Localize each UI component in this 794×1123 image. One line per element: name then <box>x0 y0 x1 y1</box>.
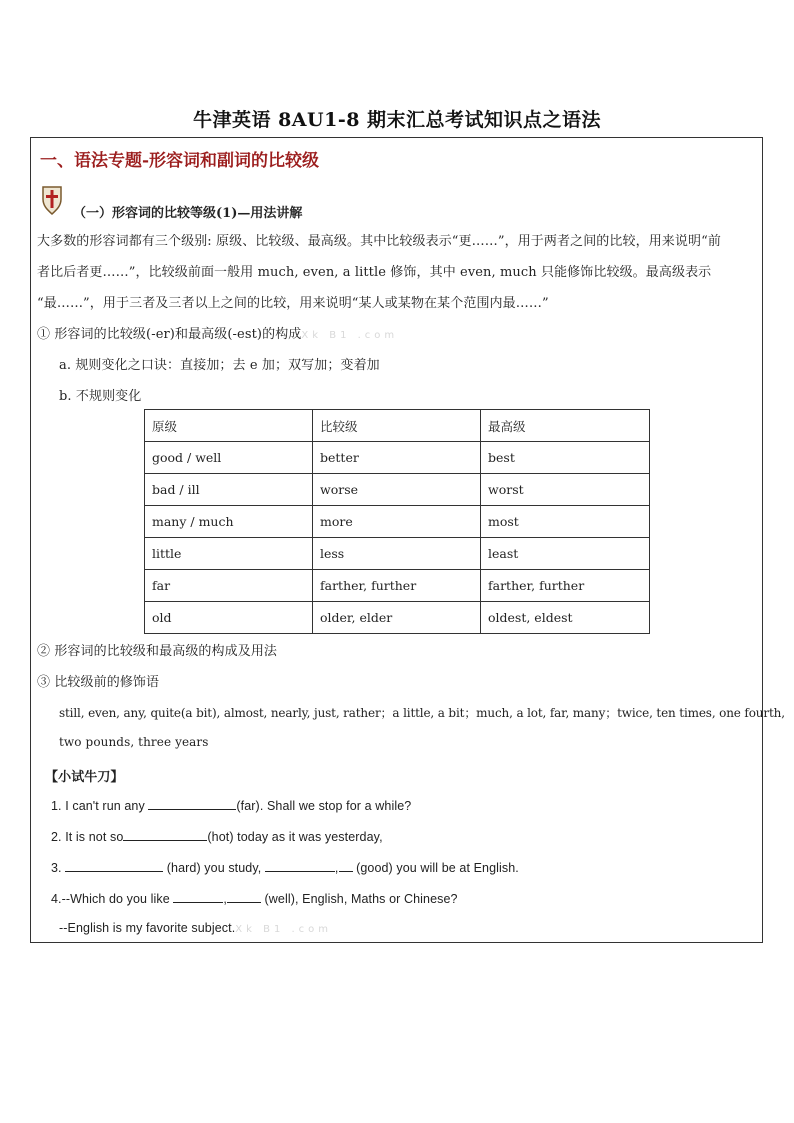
table-row <box>145 474 650 506</box>
question-4: 4.--Which do you like , (well), English, Maths or Chinese? <box>51 892 458 906</box>
point-1 <box>37 323 398 342</box>
page-title: 牛津英语 8AU1-8 期末汇总考试知识点之语法 <box>192 109 602 131</box>
content-frame <box>30 137 785 943</box>
question-text: 2. It is not so <box>51 830 124 844</box>
question-text: (good) you will be at English. <box>352 861 519 875</box>
intro-line: 大多数的形容词都有三个级别: 原级、比较级、最高级。其中比较级表示“更……”，用于两者之间的比较，用来说明“前 <box>37 234 721 249</box>
question-1 <box>51 797 411 813</box>
table-cell: farther, further <box>481 570 650 602</box>
table-cell: least <box>481 538 650 570</box>
subheading: （一）形容词的比较等级(1)—用法讲解 <box>73 206 303 221</box>
irregular-forms-table <box>144 409 650 634</box>
point-2: ② 形容词的比较级和最高级的构成及用法 <box>37 644 278 659</box>
table-cell: more <box>313 506 481 538</box>
column-header: 比较级 <box>313 410 481 442</box>
table-cell: worse <box>313 474 481 506</box>
shield-icon <box>41 185 63 215</box>
table-cell: older, elder <box>313 602 481 634</box>
question-text: (well), English, Maths or Chinese? <box>260 892 458 906</box>
answer-blank[interactable] <box>65 859 163 872</box>
table-cell: most <box>481 506 650 538</box>
question-3: 3. (hard) you study, , (good) you will be at English. <box>51 861 519 875</box>
answer-blank[interactable] <box>123 828 207 841</box>
question-text: 3. <box>51 861 66 875</box>
table-row <box>145 538 650 570</box>
column-header: 最高级 <box>481 410 650 442</box>
section-heading: 一、语法专题-形容词和副词的比较级 <box>40 151 320 171</box>
intro-line: 者比后者更……”，比较级前面一般用 much, even, a little 修饰，其中 even, much 只能修饰比较级。最高级表示 <box>37 265 712 280</box>
table-header-row <box>145 410 650 442</box>
point-1a: a. 规则变化之口诀：直接加；去 e 加；双写加；变着加 <box>59 358 380 373</box>
answer-blank[interactable] <box>339 859 353 872</box>
table-cell: bad / ill <box>145 474 313 506</box>
question-text: (hot) today as it was yesterday, <box>207 830 383 844</box>
answer-blank[interactable] <box>227 890 261 903</box>
watermark: Xk B1 .com <box>301 330 399 341</box>
table-cell: little <box>145 538 313 570</box>
table-row <box>145 602 650 634</box>
table-cell: oldest, eldest <box>481 602 650 634</box>
table-row <box>145 442 650 474</box>
answer-blank[interactable] <box>265 859 335 872</box>
answer-blank[interactable] <box>173 890 223 903</box>
table-cell: far <box>145 570 313 602</box>
table-cell: many / much <box>145 506 313 538</box>
table-row <box>145 570 650 602</box>
question-text: 1. I can't run any <box>51 799 149 813</box>
table-cell: worst <box>481 474 650 506</box>
question-text: (hard) you study, <box>163 861 265 875</box>
modifiers-line: still, even, any, quite(a bit), almost, nearly, just, rather；a little, a bit；much, a lot, far, many；twice, ten times, one fourth, <box>59 706 785 720</box>
point-1-text: ① 形容词的比较级(-er)和最高级(-est)的构成 <box>37 327 302 342</box>
table-cell: good / well <box>145 442 313 474</box>
table-cell: old <box>145 602 313 634</box>
question-text: 4.--Which do you like <box>51 892 174 906</box>
modifiers-line: two pounds, three years <box>59 735 209 749</box>
intro-line: “最……”，用于三者及三者以上之间的比较，用来说明“某人或某物在某个范围内最……” <box>37 296 549 311</box>
watermark: Xk B1 .com <box>235 924 333 935</box>
table-row <box>145 506 650 538</box>
point-1b: b. 不规则变化 <box>59 389 142 404</box>
table-cell: less <box>313 538 481 570</box>
question-2 <box>51 828 383 844</box>
column-header: 原级 <box>145 410 313 442</box>
question-text: (far). Shall we stop for a while? <box>236 799 412 813</box>
answer-text: --English is my favorite subject. <box>59 921 236 935</box>
table-cell: farther, further <box>313 570 481 602</box>
point-3: ③ 比较级前的修饰语 <box>37 675 160 690</box>
table-cell: better <box>313 442 481 474</box>
answer-blank[interactable] <box>148 797 236 810</box>
answer-line <box>59 921 332 935</box>
table-cell: best <box>481 442 650 474</box>
practice-heading: 【小试牛刀】 <box>45 770 124 785</box>
